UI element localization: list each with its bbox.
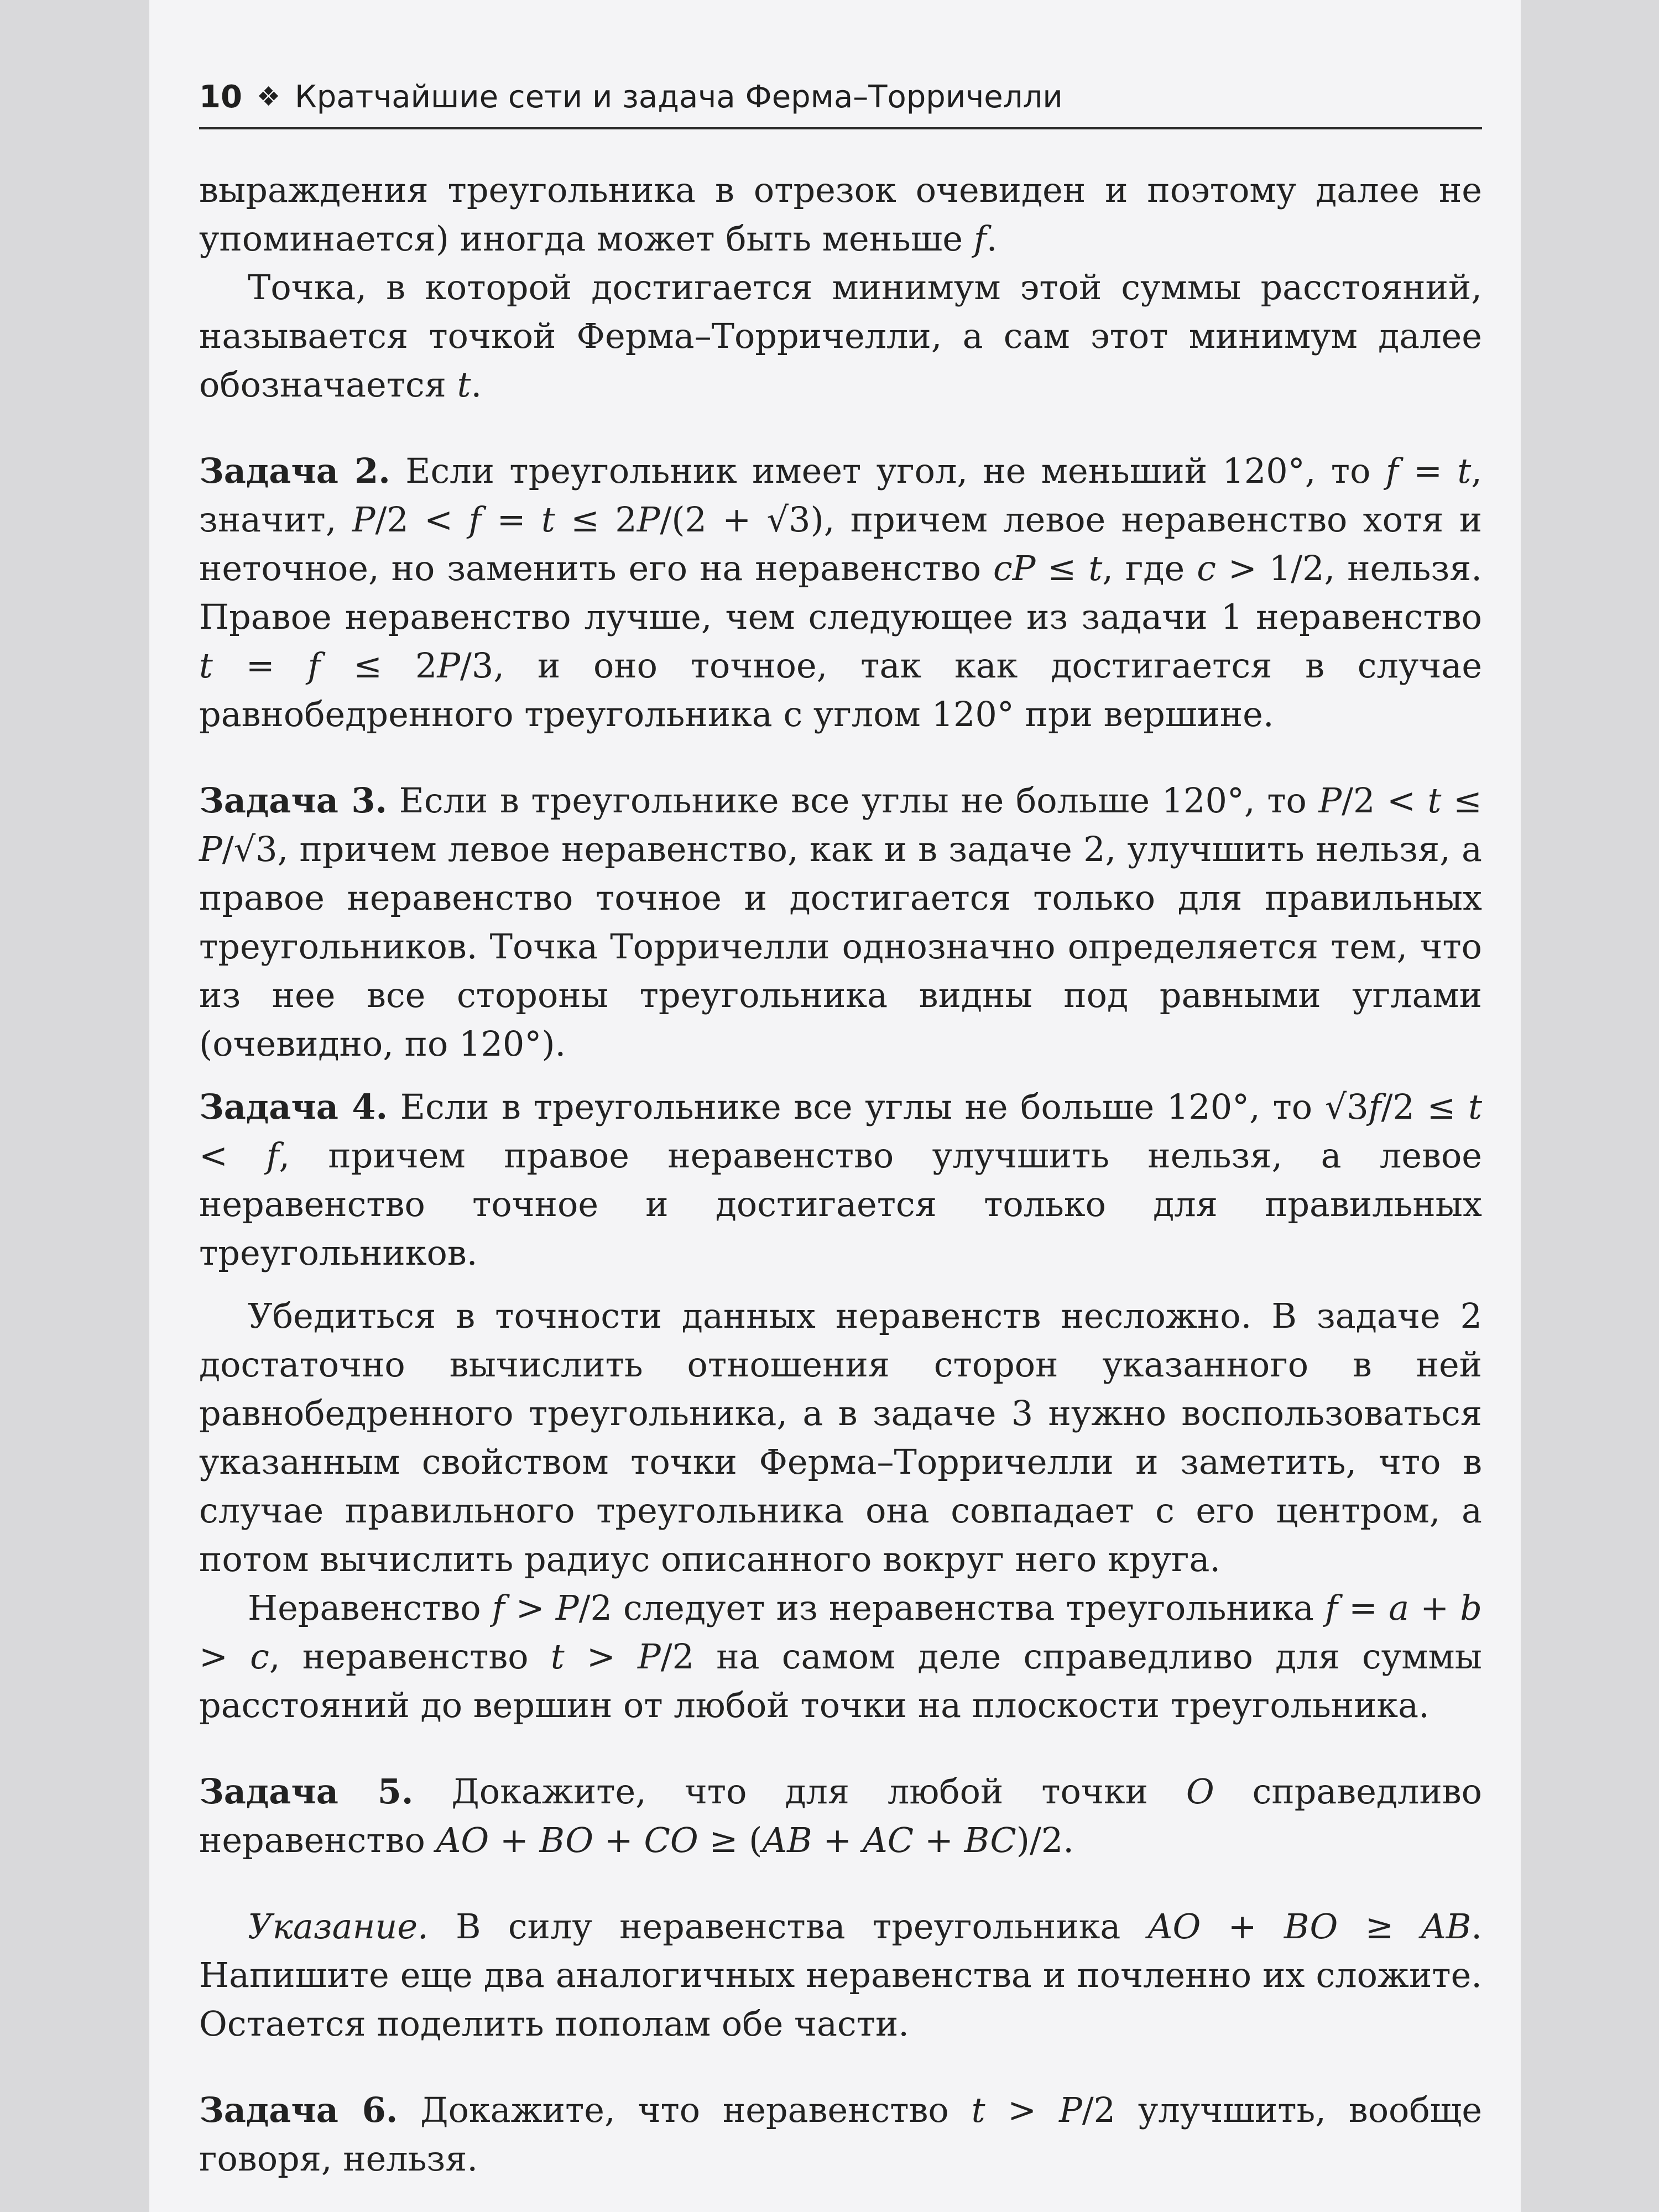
task-3: Задача 3. Если в треугольнике все углы не больше 120°, то P/2 < t ≤ P/√3, причем левое неравенство, как и в задаче 2, улучшить нельзя, а правое неравенство точное и достигается только для правильных треугольников. Точка Торричелли однозначно определяется тем, что из нее все стороны треугольника видны под равными углами (очевидно, по 120°). <box>199 780 1482 1064</box>
paragraph-fermat-point-definition: Точка, в которой достигается минимум этой суммы расстояний, называется точкой Ферма–Торричелли, а сам этот минимум далее обозначается t. <box>199 267 1482 405</box>
page-body <box>199 166 1482 2183</box>
task-label: Задача 5. <box>199 1771 414 1812</box>
task-5: Задача 5. Докажите, что для любой точки O справедливо неравенство AO + BO + CO ≥ (AB + AC + BC)/2. <box>199 1771 1483 1860</box>
hint-label: Указание. <box>248 1906 429 1947</box>
task-label: Задача 6. <box>199 2090 398 2130</box>
task-label: Задача 4. <box>199 1087 388 1127</box>
running-title: Кратчайшие сети и задача Ферма–Торричелли <box>294 79 1063 115</box>
page-number: 10 <box>199 79 242 115</box>
header-ornament-icon: ❖ <box>256 81 280 112</box>
paragraph-continuation: выраждения треугольника в отрезок очевиден и поэтому далее не упоминается) иногда может быть меньше f. <box>199 170 1482 259</box>
task-label: Задача 3. <box>199 780 388 821</box>
task-4: Задача 4. Если в треугольнике все углы не больше 120°, то √3f/2 ≤ t < f, причем правое неравенство улучшить нельзя, а левое неравенство точное и достигается только для правильных треугольников. <box>199 1087 1483 1273</box>
task-2: Задача 2. Если треугольник имеет угол, не меньший 120°, то f = t, значит, P/2 < f = t ≤ 2P/(2 + √3), причем левое неравенство хотя и неточное, но заменить его на неравенство cP ≤ t, где c > 1/2, нельзя. Правое неравенство лучше, чем следующее из задачи 1 неравенство t = f ≤ 2P/3, и оно точное, так как достигается в случае равнобедренного треугольника с углом 120° при вершине. <box>199 451 1483 734</box>
paragraph-exactness-remark: Убедиться в точности данных неравенств несложно. В задаче 2 достаточно вычислить отношения сторон указанного в ней равнобедренного треугольника, а в задаче 3 нужно воспользоваться указанным свойством точки Ферма–Торричелли и заметить, что в случае правильного треугольника она совпадает с его центром, а потом вычислить радиус описанного вокруг него круга. <box>199 1296 1482 1579</box>
task-6: Задача 6. Докажите, что неравенство t > P/2 улучшить, вообще говоря, нельзя. <box>199 2090 1483 2179</box>
running-header <box>199 66 1482 129</box>
task-label: Задача 2. <box>199 451 390 491</box>
hint-paragraph: Указание. В силу неравенства треугольника AO + BO ≥ AB. Напишите еще два аналогичных неравенства и почленно их сложите. Остается поделить пополам обе части. <box>199 1906 1482 2044</box>
paragraph-inequality-remark: Неравенство f > P/2 следует из неравенства треугольника f = a + b > c, неравенство t > P/2 на самом деле справедливо для суммы расстояний до вершин от любой точки на плоскости треугольника. <box>199 1588 1482 1725</box>
